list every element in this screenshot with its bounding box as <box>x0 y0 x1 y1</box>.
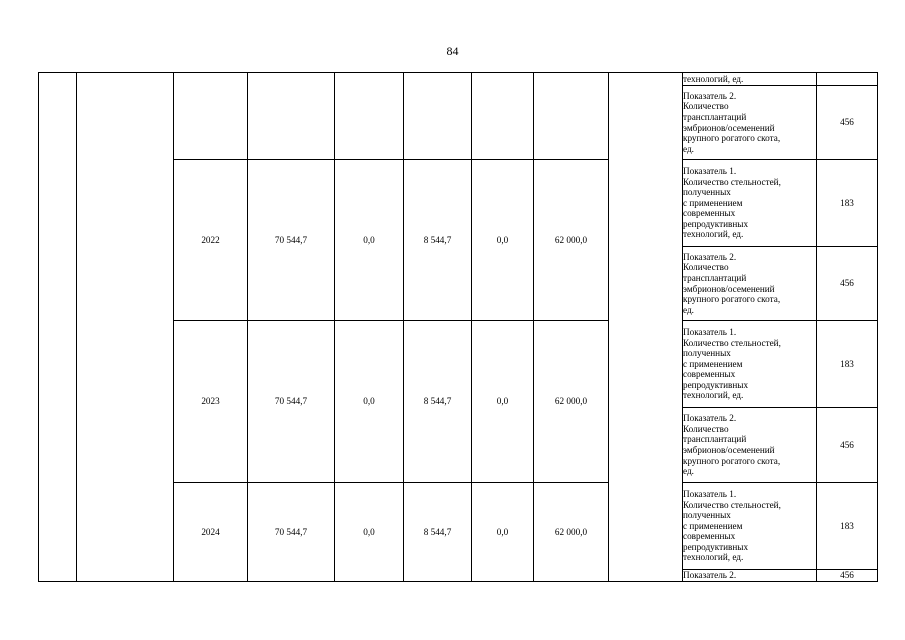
indicator-value: 456 <box>817 247 878 321</box>
page-number: 84 <box>446 44 459 58</box>
indicator-text: Показатель 1. Количество стельностей, полученных с применением современных репродуктивных технологий, ед. <box>683 160 817 247</box>
indicator-value: 183 <box>817 160 878 247</box>
indicator-text: технологий, ед. <box>683 73 817 86</box>
total-cell: 70 544,7 <box>248 160 335 321</box>
regional-cell <box>404 73 472 160</box>
regional-cell: 8 544,7 <box>404 160 472 321</box>
indicator-value: 456 <box>817 570 878 582</box>
indicator-text: Показатель 2. <box>683 570 817 582</box>
local-cell: 0,0 <box>472 321 534 483</box>
indicator-text: Показатель 1. Количество стельностей, полученных с применением современных репродуктивных технологий, ед. <box>683 321 817 408</box>
indicator-text: Показатель 1. Количество стельностей, полученных с применением современных репродуктивных технологий, ед. <box>683 483 817 570</box>
local-cell <box>472 73 534 160</box>
indicator-text: Показатель 2. Количество трансплантаций эмбрионов/осеменений крупного рогатого скота, ед. <box>683 408 817 483</box>
year-cell <box>174 73 248 160</box>
indicator-value: 456 <box>817 408 878 483</box>
table-row <box>39 73 878 86</box>
local-cell: 0,0 <box>472 483 534 582</box>
year-cell: 2024 <box>174 483 248 582</box>
year-cell: 2023 <box>174 321 248 483</box>
extra-budget-cell: 62 000,0 <box>534 160 609 321</box>
indicator-value: 456 <box>817 86 878 160</box>
indicator-value: 183 <box>817 483 878 570</box>
indicator-value: 183 <box>817 321 878 408</box>
federal-cell <box>335 73 404 160</box>
indicator-text: Показатель 2. Количество трансплантаций эмбрионов/осеменений крупного рогатого скота, ед. <box>683 86 817 160</box>
indicator-value <box>817 73 878 86</box>
year-cell: 2022 <box>174 160 248 321</box>
extra-budget-cell: 62 000,0 <box>534 321 609 483</box>
budget-table <box>38 72 878 582</box>
federal-cell: 0,0 <box>335 321 404 483</box>
extra-budget-cell: 62 000,0 <box>534 483 609 582</box>
federal-cell: 0,0 <box>335 483 404 582</box>
federal-cell: 0,0 <box>335 160 404 321</box>
local-cell: 0,0 <box>472 160 534 321</box>
total-cell: 70 544,7 <box>248 483 335 582</box>
extra-budget-cell <box>534 73 609 160</box>
indicator-text: Показатель 2. Количество трансплантаций эмбрионов/осеменений крупного рогатого скота, ед. <box>683 247 817 321</box>
number-cell <box>39 73 77 582</box>
executor-cell <box>609 73 683 582</box>
budget-table-frame <box>38 72 878 582</box>
regional-cell: 8 544,7 <box>404 483 472 582</box>
total-cell: 70 544,7 <box>248 321 335 483</box>
regional-cell: 8 544,7 <box>404 321 472 483</box>
total-cell <box>248 73 335 160</box>
name-cell <box>77 73 174 582</box>
